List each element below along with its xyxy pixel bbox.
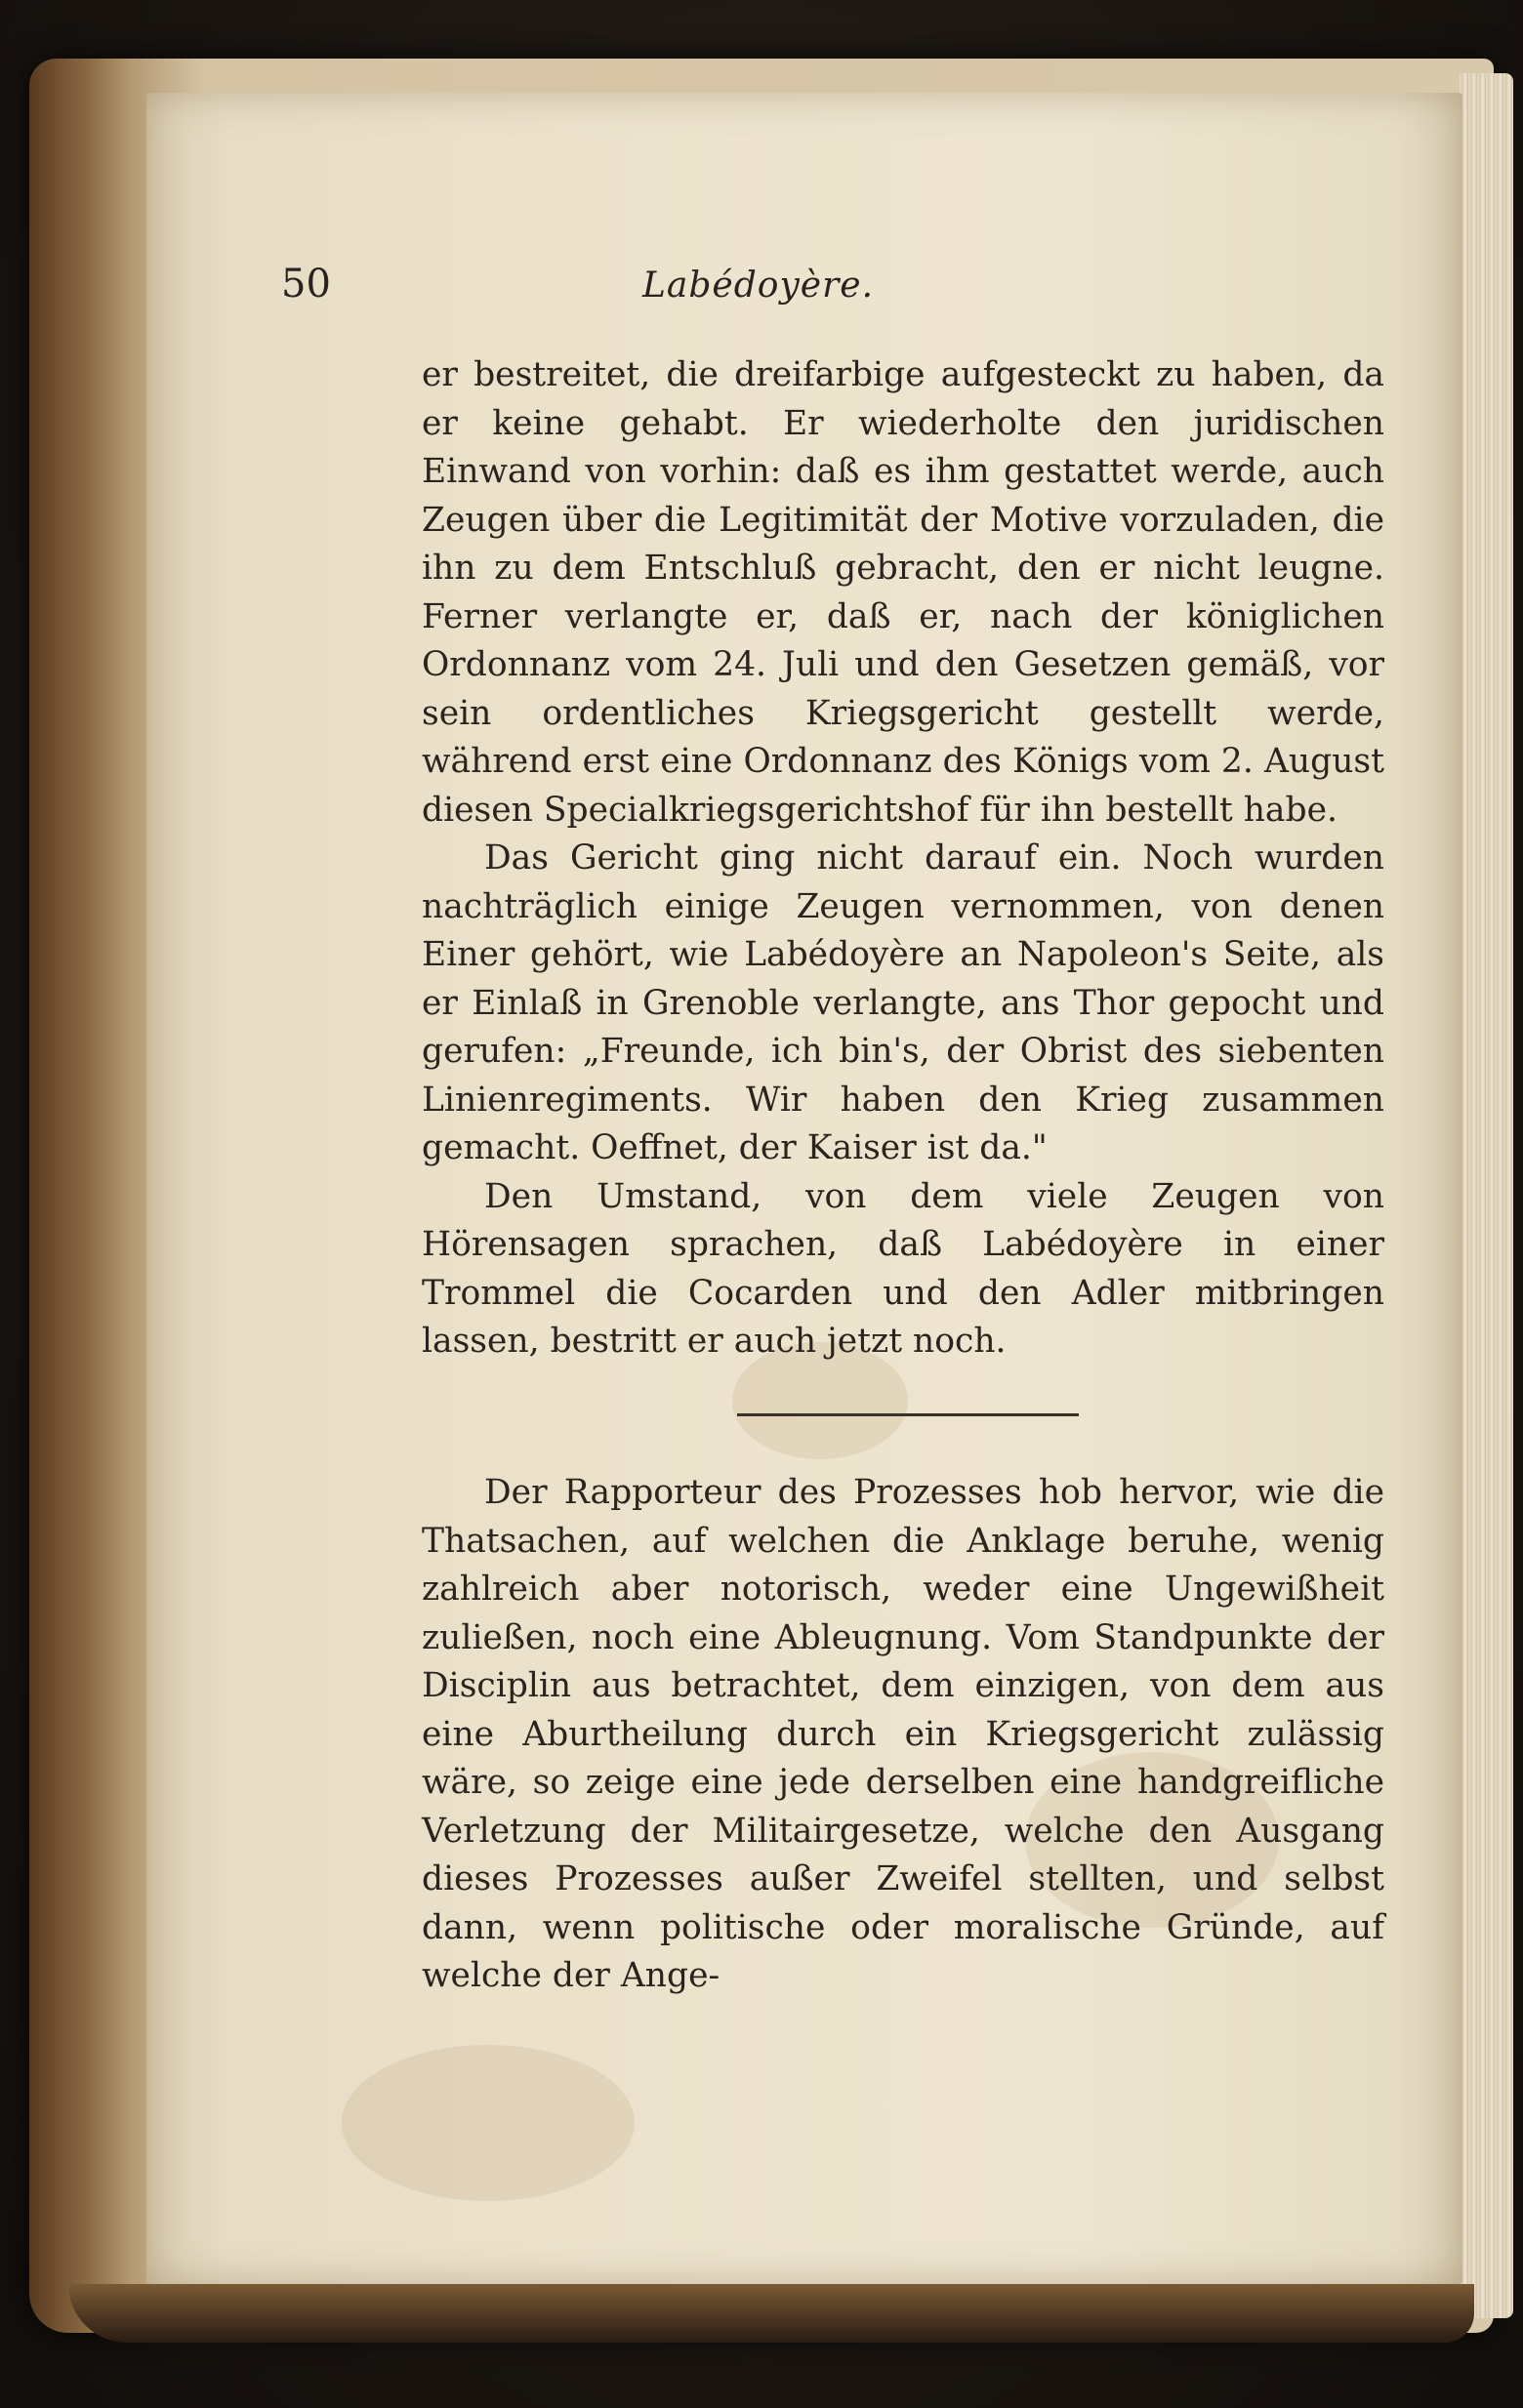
paragraph: Der Rapporteur des Prozesses hob hervor, wie die Thatsachen, auf welchen die Anklage beruhe, wenig zahlreich aber notorisch, weder eine Ungewißheit zuließen, noch eine Ableugnung. Vom Standpunkte der Disciplin aus betrachtet, dem einzigen, von dem aus eine Aburtheilung durch ein Kriegsgericht zulässig wäre, so zeige eine jede derselben eine handgreifliche Verletzung der Militairgesetze, welche den Ausgang dieses Prozesses außer Zweifel stellten, und selbst dann, wenn politische oder moralische Gründe, auf welche der Ange- (422, 1473, 1384, 1995)
paragraph: Das Gericht ging nicht darauf ein. Noch wurden nachträglich einige Zeugen vernommen, von denen Einer gehört, wie Labédoyère an Napoleon's Seite, als er Einlaß in Grenoble verlangte, ans Thor gepocht und gerufen: „Freunde, ich bin's, der Obrist des siebenten Linienregiments. Wir haben den Krieg zusammen gemacht. Oeffnet, der Kaiser ist da." (422, 838, 1384, 1167)
paragraph: er bestreitet, die dreifarbige aufgesteckt zu haben, da er keine gehabt. Er wiederholte den juridischen Einwand von vorhin: daß es ihm gestattet werde, auch Zeugen über die Legitimität der Motive vorzuladen, die ihn zu dem Entschluß gebracht, den er nicht leugne. Ferner verlangte er, daß er, nach der königlichen Ordonnanz vom 24. Juli und den Gesetzen gemäß, vor sein ordentliches Kriegsgericht gestellt werde, während erst eine Ordonnanz des Königs vom 2. August diesen Specialkriegsgerichtshof für ihn bestellt habe. (422, 355, 1384, 830)
book-bottom-edge (68, 2284, 1474, 2343)
page-edges (1460, 73, 1513, 2318)
text-block-bottom (422, 1469, 1384, 2001)
page-number: 50 (281, 262, 331, 306)
text-block-top (422, 351, 1384, 1367)
running-head: Labédoyère. (642, 265, 875, 306)
page-stain (342, 2045, 635, 2201)
paragraph: Den Umstand, von dem viele Zeugen von Hörensagen sprachen, daß Labédoyère in einer Trommel die Cocarden und den Adler mitbringen lassen, bestritt er auch jetzt noch. (422, 1176, 1384, 1361)
page-header (281, 262, 1355, 320)
section-divider (737, 1413, 1079, 1416)
